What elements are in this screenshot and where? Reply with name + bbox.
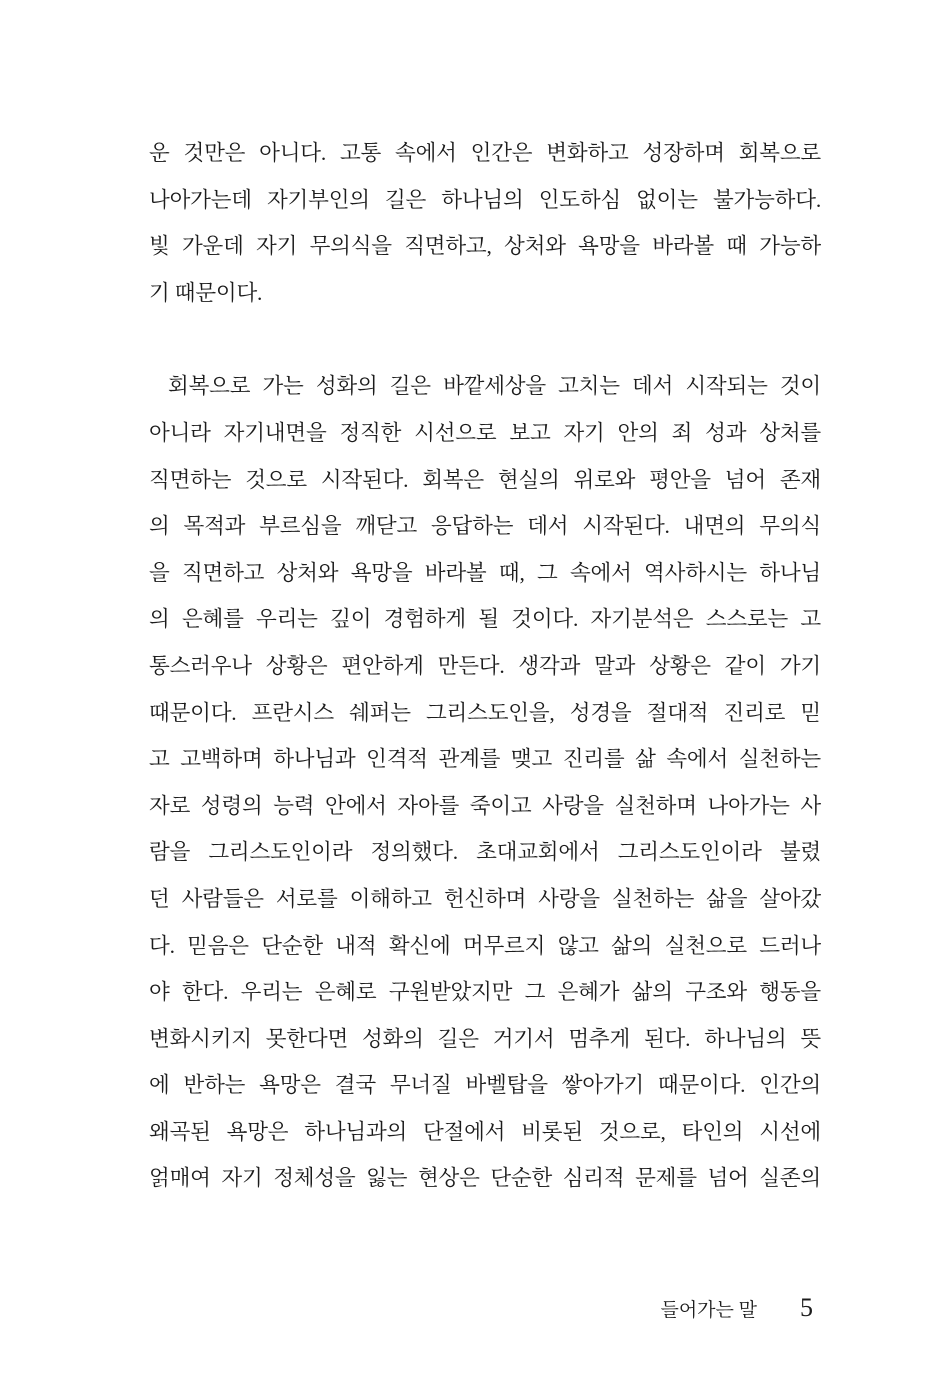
text-line: 을 직면하고 상처와 욕망을 바라볼 때, 그 속에서 역사하시는 하나님 — [149, 560, 821, 585]
page-footer — [660, 1293, 813, 1323]
text-line: 운 것만은 아니다. 고통 속에서 인간은 변화하고 성장하며 회복으로 — [149, 141, 821, 165]
text-line: 빛 가운데 자기 무의식을 직면하고, 상처와 욕망을 바라볼 때 가능하 — [149, 234, 821, 259]
text-line: 직면하는 것으로 시작된다. 회복은 현실의 위로와 평안을 넘어 존재 — [149, 467, 821, 492]
paragraph-second — [149, 363, 821, 1202]
page-number: 5 — [800, 1293, 813, 1322]
text-line: 다. 믿음은 단순한 내적 확신에 머무르지 않고 삶의 실천으로 드러나 — [149, 933, 821, 958]
text-line: 기 때문이다. — [149, 280, 263, 305]
text-line: 야 한다. 우리는 은혜로 구원받았지만 그 은혜가 삶의 구조와 행동을 — [149, 980, 821, 1005]
text-line: 때문이다. 프란시스 쉐퍼는 그리스도인을, 성경을 절대적 진리로 믿 — [149, 700, 821, 725]
text-line: 의 은혜를 우리는 깊이 경험하게 될 것이다. 자기분석은 스스로는 고 — [149, 607, 821, 632]
text-line: 회복으로 가는 성화의 길은 바깥세상을 고치는 데서 시작되는 것이 — [168, 374, 821, 399]
text-line: 얽매여 자기 정체성을 잃는 현상은 단순한 심리적 문제를 넘어 실존의 — [149, 1166, 821, 1191]
text-line: 통스러우나 상황은 편안하게 만든다. 생각과 말과 상황은 같이 가기 — [149, 653, 821, 678]
text-line: 나아가는데 자기부인의 길은 하나님의 인도하심 없이는 불가능하다. — [149, 187, 821, 212]
text-line: 람을 그리스도인이라 정의했다. 초대교회에서 그리스도인이라 불렸 — [149, 840, 821, 865]
text-line: 의 목적과 부르심을 깨닫고 응답하는 데서 시작된다. 내면의 무의식 — [149, 514, 821, 539]
text-line: 왜곡된 욕망은 하나님과의 단절에서 비롯된 것으로, 타인의 시선에 — [149, 1119, 821, 1144]
paragraph-gap — [149, 316, 821, 363]
running-footer-section-title: 들어가는 말 — [660, 1300, 757, 1321]
paragraph-continued — [149, 130, 821, 316]
body-text — [149, 130, 821, 1202]
text-line: 던 사람들은 서로를 이해하고 헌신하며 사랑을 실천하는 삶을 살아갔 — [149, 886, 821, 911]
text-line: 고 고백하며 하나님과 인격적 관계를 맺고 진리를 삶 속에서 실천하는 — [149, 747, 821, 772]
text-line: 아니라 자기내면을 정직한 시선으로 보고 자기 안의 죄 성과 상처를 — [149, 420, 821, 445]
text-line: 변화시키지 못한다면 성화의 길은 거기서 멈추게 된다. 하나님의 뜻 — [149, 1026, 821, 1051]
text-line: 자로 성령의 능력 안에서 자아를 죽이고 사랑을 실천하며 나아가는 사 — [149, 793, 821, 818]
text-line: 에 반하는 욕망은 결국 무너질 바벨탑을 쌓아가기 때문이다. 인간의 — [149, 1073, 821, 1098]
